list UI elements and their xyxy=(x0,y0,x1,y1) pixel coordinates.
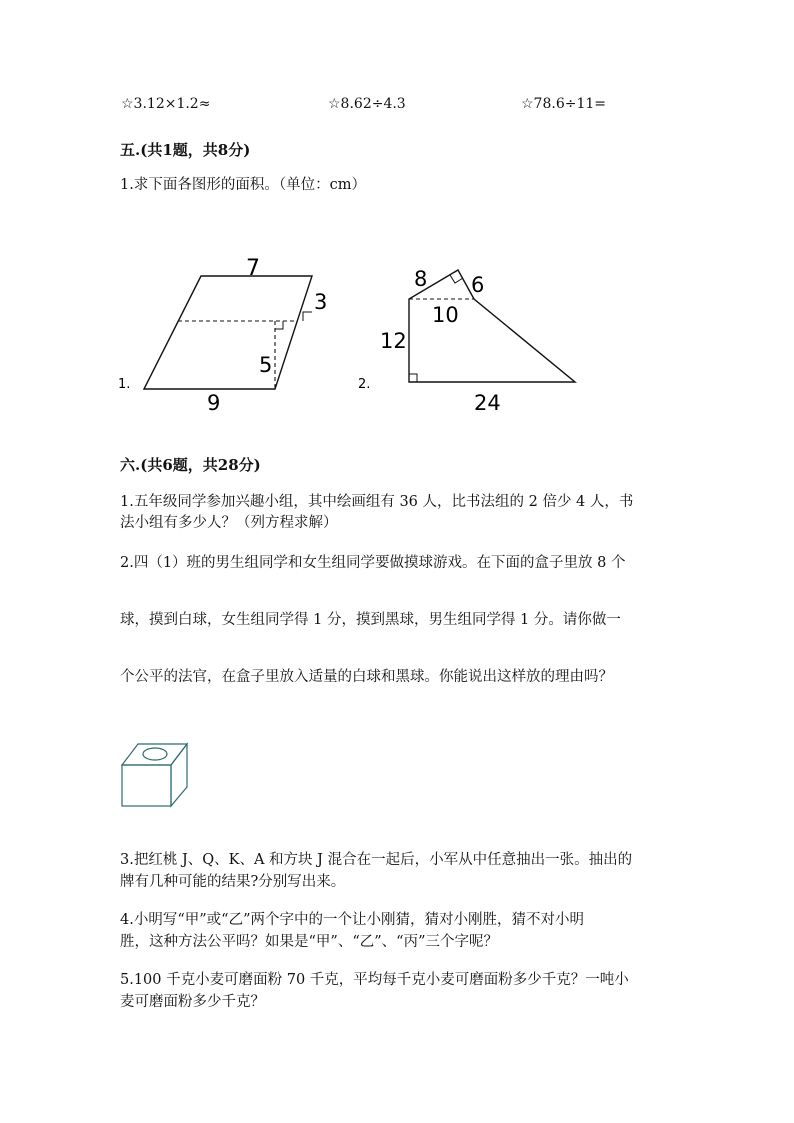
dim-hypotenuse: 10 xyxy=(432,303,459,327)
question-5-line-1: 5.100 千克小麦可磨面粉 70 千克，平均每千克小麦可磨面粉多少千克？一吨小 xyxy=(120,972,629,988)
ball-box-illustration xyxy=(118,740,193,810)
dim-leg-b: 6 xyxy=(471,273,485,297)
figure-2-label: 2. xyxy=(358,377,371,392)
calc-item-1: ☆3.12×1.2≈ xyxy=(121,96,211,112)
calc-item-2: ☆8.62÷4.3 xyxy=(328,96,406,112)
question-2-line-2: 球，摸到白球，女生组同学得 1 分，摸到黑球，男生组同学得 1 分。请你做一 xyxy=(120,612,621,628)
calc-item-3: ☆78.6÷11= xyxy=(521,96,606,112)
dim-side: 3 xyxy=(314,290,328,314)
question-3-line-2: 牌有几种可能的结果?分别写出来。 xyxy=(120,874,346,890)
dim-bottom-24: 24 xyxy=(474,391,501,415)
box-hole xyxy=(143,748,167,760)
question-2-line-3: 个公平的法官，在盒子里放入适量的白球和黑球。你能说出这样放的理由吗？ xyxy=(120,669,613,685)
dim-bottom: 9 xyxy=(207,391,221,415)
section-6-title: 六.(共6题，共28分) xyxy=(120,456,261,474)
question-4-line-1: 4.小明写“甲”或“乙”两个字中的一个让小刚猜，猜对小刚胜，猜不对小明 xyxy=(120,912,584,928)
figure-2-composite xyxy=(350,255,590,420)
figure-1-label: 1. xyxy=(118,377,131,392)
box-front-face xyxy=(122,765,171,806)
question-5-line-2: 麦可磨面粉多少千克？ xyxy=(120,994,265,1010)
figure-1-parallelogram xyxy=(110,250,330,420)
question-2-line-1: 2.四（1）班的男生组同学和女生组同学要做摸球游戏。在下面的盒子里放 8 个 xyxy=(120,555,626,571)
question-4-line-2: 胜，这种方法公平吗？如果是“甲”、“乙”、“丙”三个字呢？ xyxy=(120,934,498,950)
dim-leg-a: 8 xyxy=(414,267,428,291)
dim-height: 5 xyxy=(259,353,273,377)
question-1-line-2: 法小组有多少人？（列方程求解） xyxy=(120,515,338,531)
dim-left: 12 xyxy=(380,329,407,353)
section-5-title: 五.(共1题，共8分) xyxy=(120,141,251,159)
question-3-line-1: 3.把红桃 J、Q、K、A 和方块 J 混合在一起后，小军从中任意抽出一张。抽出的 xyxy=(120,852,633,868)
right-angle-mark-bottom xyxy=(409,374,417,382)
question-1-line-1: 1.五年级同学参加兴趣小组，其中绘画组有 36 人，比书法组的 2 倍少 4 人，书 xyxy=(120,494,634,510)
section-5-question-1: 1.求下面各图形的面积。（单位：cm） xyxy=(120,177,366,193)
box-top-face xyxy=(122,744,187,765)
right-angle-mark-2 xyxy=(303,312,312,321)
right-angle-mark xyxy=(275,321,283,329)
dim-top: 7 xyxy=(246,256,260,281)
parallelogram-outline xyxy=(144,276,312,389)
box-side-face xyxy=(171,744,187,806)
